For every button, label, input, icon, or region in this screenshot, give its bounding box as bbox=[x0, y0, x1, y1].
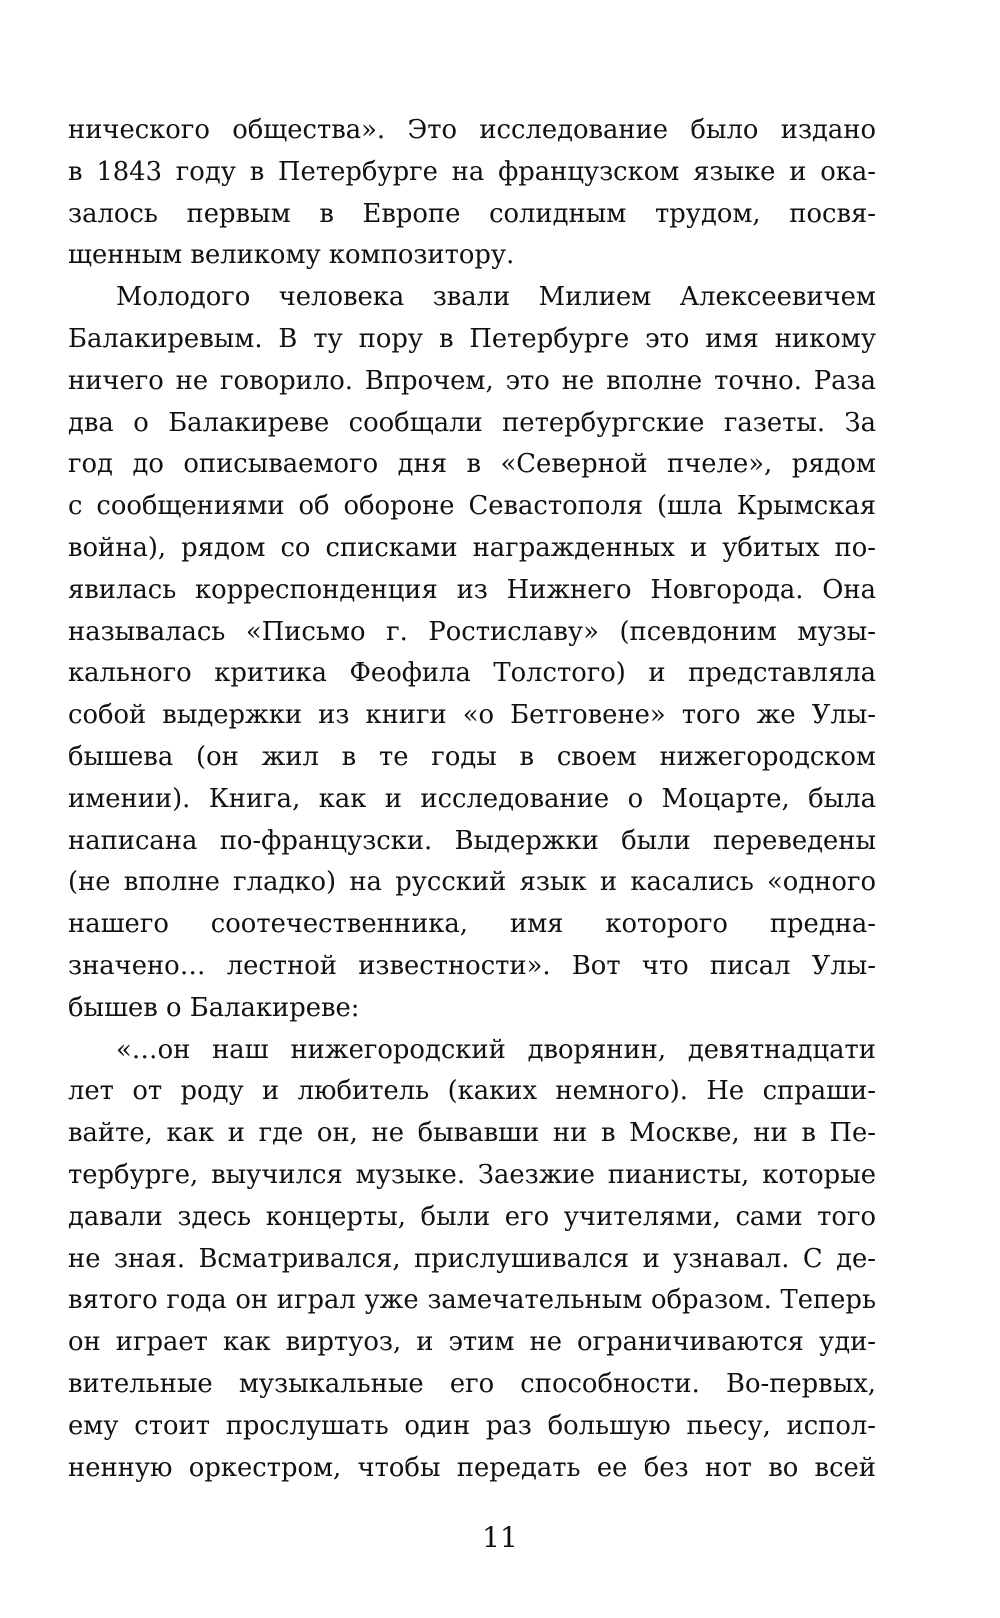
text-line: лет от роду и любитель (каких немного). Не спраши- bbox=[68, 1076, 876, 1107]
text-line: он играет как виртуоз, и этим не ограничиваются уди- bbox=[68, 1327, 876, 1358]
text-line: вайте, как и где он, не бывавши ни в Москве, ни в Пе- bbox=[68, 1118, 876, 1149]
text-line: два о Балакиреве сообщали петербургские газеты. За bbox=[68, 407, 876, 438]
text-line: значено… лестной известности». Вот что писал Улы- bbox=[68, 950, 876, 981]
text-line: нического общества». Это исследование было издано bbox=[68, 115, 876, 145]
text-line: вительные музыкальные его способности. Во-первых, bbox=[68, 1368, 876, 1399]
text-line: кального критика Феофила Толстого) и представляла bbox=[68, 658, 876, 689]
text-line: не зная. Всматривался, прислушивался и узнавал. С де- bbox=[68, 1243, 876, 1274]
paragraph bbox=[68, 277, 876, 1029]
text-line: «…он наш нижегородский дворянин, девятнадцати bbox=[116, 1034, 876, 1065]
text-line: в 1843 году в Петербурге на французском языке и ока- bbox=[68, 156, 876, 187]
text-line: год до описываемого дня в «Северной пчеле», рядом bbox=[68, 449, 876, 480]
text-line: (не вполне гладко) на русский язык и касались «одного bbox=[68, 867, 876, 898]
text-line: ненную оркестром, чтобы передать ее без нот во всей bbox=[68, 1452, 876, 1483]
text-line: называлась «Письмо г. Ростиславу» (псевдоним музы- bbox=[68, 616, 876, 647]
text-line: война), рядом со списками награжденных и убитых по- bbox=[68, 532, 876, 563]
text-line: вятого года он играл уже замечательным образом. Теперь bbox=[68, 1285, 876, 1316]
text-line: с сообщениями об обороне Севастополя (шла Крымская bbox=[68, 491, 876, 522]
text-line: написана по-французски. Выдержки были переведены bbox=[68, 825, 876, 856]
text-line: Балакиревым. В ту пору в Петербурге это имя никому bbox=[68, 323, 876, 354]
paragraph bbox=[68, 1030, 876, 1490]
text-line: собой выдержки из книги «о Бетговене» того же Улы- bbox=[68, 700, 876, 731]
text-line: бышева (он жил в те годы в своем нижегородском bbox=[68, 741, 876, 772]
text-line: тербурге, выучился музыке. Заезжие пианисты, которые bbox=[68, 1159, 876, 1190]
text-line: явилась корреспонденция из Нижнего Новгорода. Она bbox=[68, 574, 876, 605]
body-text bbox=[68, 110, 876, 1489]
text-line: ничего не говорило. Впрочем, это не вполне точно. Раза bbox=[68, 365, 876, 396]
text-line: ему стоит прослушать один раз большую пьесу, испол- bbox=[68, 1410, 876, 1441]
text-line: Молодого человека звали Милием Алексеевичем bbox=[116, 282, 876, 313]
text-line: щенным великому композитору. bbox=[68, 240, 515, 271]
text-line: давали здесь концерты, были его учителями, сами того bbox=[68, 1201, 876, 1232]
paragraph bbox=[68, 110, 876, 277]
text-line: залось первым в Европе солидным трудом, посвя- bbox=[68, 198, 876, 229]
text-line: имении). Книга, как и исследование о Моцарте, была bbox=[68, 783, 876, 814]
page-number: 11 bbox=[482, 1521, 518, 1554]
text-line: бышев о Балакиреве: bbox=[68, 992, 360, 1023]
text-line: нашего соотечественника, имя которого предна- bbox=[68, 909, 876, 940]
